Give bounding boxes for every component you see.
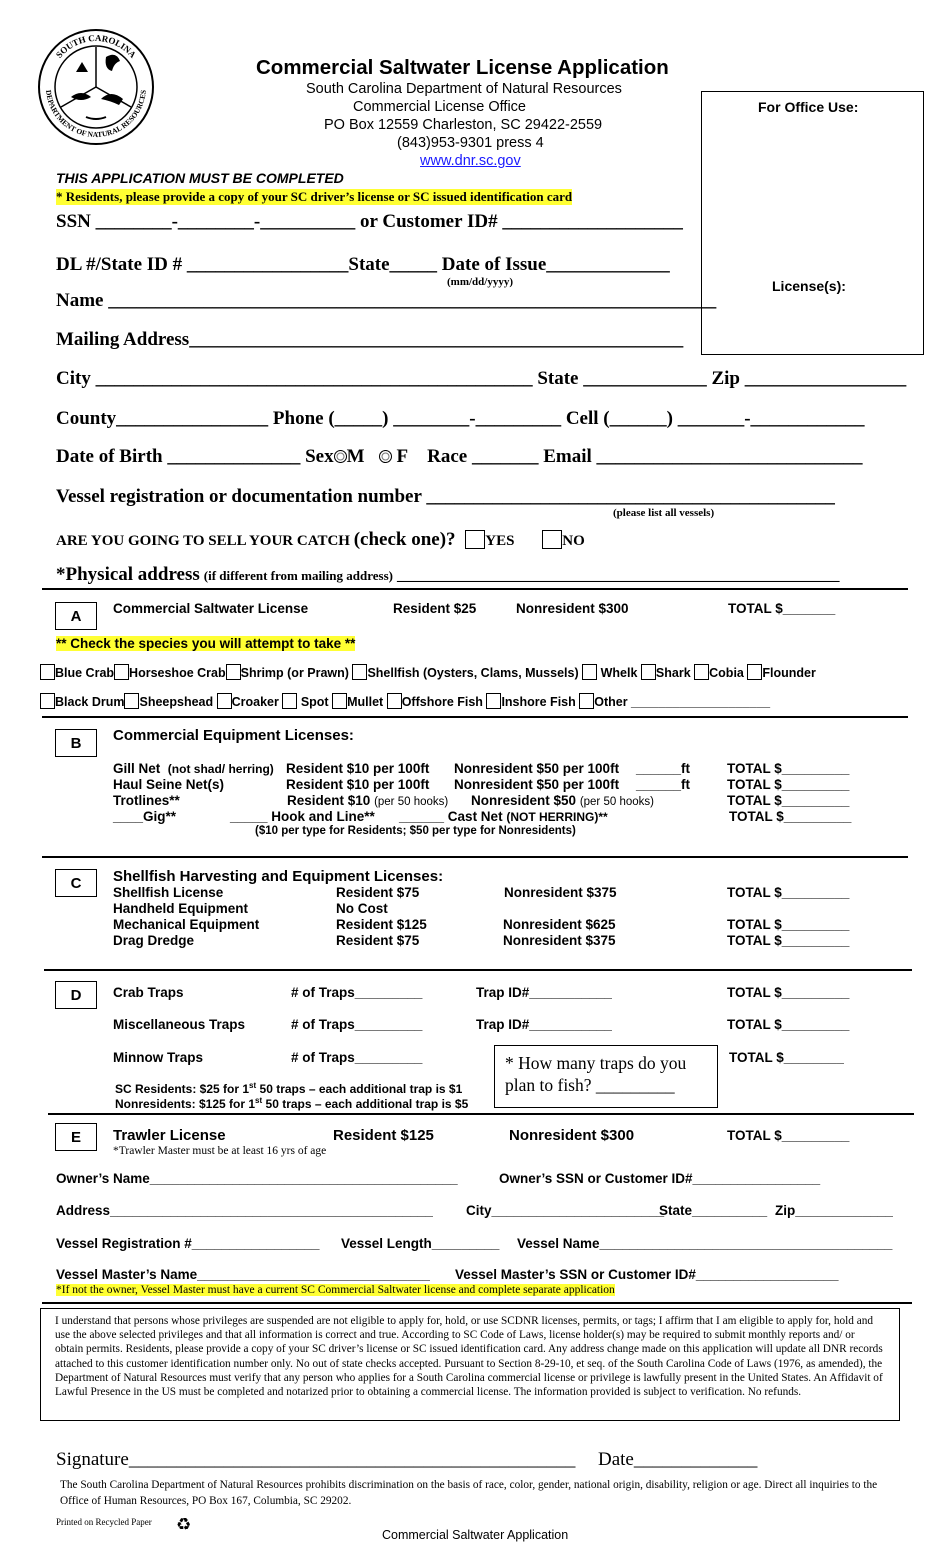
sell-catch-check: (check one)?: [353, 529, 456, 550]
sc-residents-trap-fee: SC Residents: $25 for 1st 50 traps – each additional trap is $1: [115, 1081, 463, 1096]
form-title: Commercial Saltwater License Application: [256, 56, 669, 79]
species-checkbox-inshore-fish[interactable]: [486, 693, 501, 709]
minnow-traps-count[interactable]: # of Traps_________: [291, 1050, 423, 1065]
sell-yes-checkbox[interactable]: [465, 530, 485, 549]
misc-traps-label: Miscellaneous Traps: [113, 1017, 246, 1032]
vessel-master-note: *If not the owner, Vessel Master must have a current SC Commercial Saltwater license and complete separate application: [56, 1284, 615, 1296]
shellfish-license-total[interactable]: TOTAL $_________: [727, 885, 850, 900]
species-label: Mullet: [347, 695, 384, 709]
trotlines-resident-fee: Resident $10 (per 50 hooks): [287, 793, 449, 808]
recycle-icon: ♻: [176, 1515, 192, 1535]
office-use-title: For Office Use:: [758, 99, 859, 115]
section-c-box: C: [55, 869, 97, 897]
divider-b-top: [42, 716, 908, 718]
species-row-1: [40, 664, 816, 680]
section-b-title: Commercial Equipment Licenses:: [113, 727, 354, 744]
recycled-paper-note: Printed on Recycled Paper: [56, 1517, 152, 1527]
trotlines-label: Trotlines**: [113, 793, 180, 808]
section-a-total[interactable]: TOTAL $_______: [728, 601, 836, 616]
how-many-traps-box[interactable]: [494, 1045, 718, 1108]
residents-id-note: * Residents, please provide a copy of your SC driver’s license or SC issued identification card: [56, 189, 573, 204]
sell-catch-row: [56, 529, 585, 551]
crab-traps-count[interactable]: # of Traps_________: [291, 985, 423, 1000]
section-a-title: Commercial Saltwater License: [113, 601, 309, 616]
hook-and-line-field[interactable]: _____ Hook and Line**: [230, 809, 375, 824]
vessel-registration-number-field[interactable]: Vessel Registration #_________________: [56, 1236, 320, 1251]
divider-legal-top: [42, 1302, 912, 1304]
owner-name-field[interactable]: Owner’s Name_________________________________________: [56, 1171, 458, 1186]
legal-statement-box: [40, 1308, 900, 1421]
signature-date-field[interactable]: Date_____________: [598, 1449, 758, 1470]
section-e-box: E: [55, 1123, 97, 1151]
vessel-length-field[interactable]: Vessel Length_________: [341, 1236, 500, 1251]
species-row-2: [40, 693, 770, 709]
sell-no-checkbox[interactable]: [542, 530, 562, 549]
trotlines-nonresident-fee: Nonresident $50 (per 50 hooks): [471, 793, 654, 808]
trawler-city-field[interactable]: City_______________________: [466, 1203, 665, 1218]
species-checkbox-mullet[interactable]: [332, 693, 347, 709]
shellfish-license-resident: Resident $75: [336, 885, 420, 900]
minnow-traps-total[interactable]: TOTAL $________: [729, 1050, 844, 1065]
species-checkbox-sheepshead[interactable]: [124, 693, 139, 709]
per-type-note: ($10 per type for Residents; $50 per type for Nonresidents): [255, 825, 576, 837]
crab-traps-total[interactable]: TOTAL $_________: [727, 985, 850, 1000]
ssn-field[interactable]: SSN ________-________-__________ or Customer ID# ___________________: [56, 211, 683, 232]
trawler-state-field[interactable]: State__________: [659, 1203, 768, 1218]
signature-field[interactable]: Signature_______________________________________________: [56, 1449, 576, 1470]
species-checkbox-horseshoe-crab[interactable]: [114, 664, 129, 680]
section-d-box: D: [55, 981, 97, 1009]
scdnr-seal-logo: [36, 27, 156, 147]
website-link[interactable]: www.dnr.sc.gov: [420, 153, 521, 169]
office-name: Commercial License Office: [353, 99, 526, 115]
species-label: Cobia: [709, 666, 744, 680]
minnow-traps-label: Minnow Traps: [113, 1050, 204, 1065]
gill-net-label: Gill Net (not shad/ herring): [113, 761, 274, 776]
species-label: Flounder: [762, 666, 816, 680]
owner-ssn-field[interactable]: Owner’s SSN or Customer ID#_________________: [499, 1171, 821, 1186]
gig-field[interactable]: ____Gig**: [113, 809, 177, 824]
species-checkbox-other[interactable]: [579, 693, 594, 709]
drag-dredge-nonresident: Nonresident $375: [503, 933, 616, 948]
misc-traps-id[interactable]: Trap ID#___________: [476, 1017, 612, 1032]
species-label: Sheepshead: [139, 695, 214, 709]
nonresidents-trap-fee: Nonresidents: $125 for 1st 50 traps – each additional trap is $5: [115, 1096, 469, 1111]
physical-address-label: *Physical address: [56, 564, 200, 585]
section-a-resident-fee: Resident $25: [393, 601, 477, 616]
trawler-resident-fee: Resident $125: [333, 1127, 434, 1144]
species-label: Horseshoe Crab: [129, 666, 226, 680]
mechanical-equipment-total[interactable]: TOTAL $_________: [727, 917, 850, 932]
gill-net-feet[interactable]: ______ft: [636, 761, 691, 776]
dob-sex-row: [56, 446, 863, 468]
office-address: PO Box 12559 Charleston, SC 29422-2559: [324, 117, 603, 133]
gig-hook-cast-total[interactable]: TOTAL $_________: [729, 809, 852, 824]
handheld-equipment-cost: No Cost: [336, 901, 388, 916]
shellfish-license-label: Shellfish License: [113, 885, 224, 900]
trotlines-total[interactable]: TOTAL $_________: [727, 793, 850, 808]
species-label: Shrimp (or Prawn): [240, 666, 349, 680]
species-label: Black Drum: [55, 695, 125, 709]
must-complete-notice: THIS APPLICATION MUST BE COMPLETED: [56, 170, 344, 186]
section-a-nonresident-fee: Nonresident $300: [516, 601, 629, 616]
misc-traps-total[interactable]: TOTAL $_________: [727, 1017, 850, 1032]
mechanical-equipment-nonresident: Nonresident $625: [503, 917, 616, 932]
sex-m-label: M: [346, 446, 365, 467]
haul-seine-total[interactable]: TOTAL $_________: [727, 777, 850, 792]
species-prompt: ** Check the species you will attempt to take **: [56, 636, 356, 651]
trawler-license-title: Trawler License: [113, 1127, 226, 1144]
vessel-master-ssn-field[interactable]: Vessel Master’s SSN or Customer ID#___________________: [455, 1267, 839, 1282]
gill-net-total[interactable]: TOTAL $_________: [727, 761, 850, 776]
sex-m-radio[interactable]: [334, 450, 347, 463]
cast-net-field[interactable]: ______ Cast Net (NOT HERRING)**: [399, 809, 608, 824]
mechanical-equipment-label: Mechanical Equipment: [113, 917, 260, 932]
species-label: Spot: [300, 695, 329, 709]
species-label: Shellfish (Oysters, Clams, Mussels): [367, 666, 579, 680]
sex-f-label: F: [396, 446, 409, 467]
section-c-title: Shellfish Harvesting and Equipment Licenses:: [113, 868, 444, 885]
drag-dredge-label: Drag Dredge: [113, 933, 195, 948]
sell-yes-label: YES: [485, 533, 515, 549]
section-a-box: A: [55, 602, 97, 630]
misc-traps-count[interactable]: # of Traps_________: [291, 1017, 423, 1032]
vessel-list-note: (please list all vessels): [613, 507, 715, 519]
date-format-hint: (mm/dd/yyyy): [447, 276, 513, 288]
licenses-label: License(s):: [772, 278, 846, 294]
gill-net-nonresident-fee: Nonresident $50 per 100ft: [454, 761, 620, 776]
drag-dredge-resident: Resident $75: [336, 933, 420, 948]
shellfish-license-nonresident: Nonresident $375: [504, 885, 617, 900]
drag-dredge-total[interactable]: TOTAL $_________: [727, 933, 850, 948]
vessel-name-field[interactable]: Vessel Name_______________________________________: [517, 1236, 893, 1251]
divider-c-top: [42, 856, 908, 858]
haul-seine-label: Haul Seine Net(s): [113, 777, 225, 792]
sell-catch-question: ARE YOU GOING TO SELL YOUR CATCH: [56, 533, 350, 549]
nondiscrimination-statement: The South Carolina Department of Natural Resources prohibits discrimination on the basis of race, color, gender, national origin, disability, religion or age. Direct all inquiries to the Office of Human Resources, PO Box 167, Columbia, SC 29202.: [60, 1479, 878, 1507]
trawler-zip-field[interactable]: Zip_____________: [775, 1203, 893, 1218]
species-checkbox-black-drum[interactable]: [40, 693, 55, 709]
species-label: Other ____________________: [594, 695, 771, 709]
physical-address-note: (if different from mailing address): [203, 568, 393, 583]
crab-traps-label: Crab Traps: [113, 985, 184, 1000]
species-label: Blue Crab: [55, 666, 115, 680]
sell-no-label: NO: [562, 533, 585, 549]
handheld-equipment-label: Handheld Equipment: [113, 901, 248, 916]
species-label: Inshore Fish: [501, 695, 576, 709]
vessel-registration-field[interactable]: Vessel registration or documentation number ___________________________________________: [56, 486, 835, 507]
species-checkbox-cobia[interactable]: [694, 664, 709, 680]
dl-state-issue-field[interactable]: DL #/State ID # _________________State_____ Date of Issue_____________: [56, 254, 670, 275]
legal-statement-text: I understand that persons whose privileges are suspended are not eligible to apply for, hold, or use SCDNR licenses, permits, or tags; I affirm that I am eligible to apply for, hold and use the above selected privileges and that all information is correct and true. According to SC Code of Laws, license holder(s) may be required to submit monthly reports and/ or obtain permits. Residents, please provide a copy of your SC driver’s license or SC issued identification card. Any address change made on this application will update all DNR records attached to this customer identification number only. No out of state checks accepted. Pursuant to Section 8-29-10, et seq. of the South Carolina Code of Laws (1976, as amended), the Department of Natural Resources must verify that any person who applies for a South Carolina commercial license or privilege is lawfully present in the United States. An Affidavit of Lawful Presence in the US must be completed and notarized prior to obtaining a commercial license. The information provided is subject to verification. No refunds.: [55, 1315, 883, 1399]
mailing-address-field[interactable]: Mailing Address____________________________________________________: [56, 329, 684, 350]
seal-text-top: SOUTH CAROLINA: [53, 32, 139, 60]
section-b-box: B: [55, 729, 97, 757]
seal-text-bottom: DEPARTMENT OF NATURAL RESOURCES: [44, 89, 148, 140]
haul-seine-feet[interactable]: ______ft: [636, 777, 691, 792]
crab-traps-id[interactable]: Trap ID#___________: [476, 985, 612, 1000]
species-checkbox-flounder[interactable]: [747, 664, 762, 680]
species-label: Shark: [655, 666, 691, 680]
name-field[interactable]: Name ________________________________________________________________: [56, 290, 717, 311]
sex-f-radio[interactable]: [379, 450, 392, 463]
trawler-age-note: *Trawler Master must be at least 16 yrs of age: [113, 1145, 327, 1157]
city-state-zip-field[interactable]: City ______________________________________________ State _____________ Zip _________________: [56, 368, 907, 389]
county-phone-cell-field[interactable]: County________________ Phone (_____) ________-_________ Cell (______) _______-____________: [56, 408, 865, 429]
form-footer-name: Commercial Saltwater Application: [382, 1528, 569, 1542]
species-label: Whelk: [600, 666, 638, 680]
dob-field[interactable]: Date of Birth ______________ Sex: [56, 446, 334, 467]
species-checkbox-blue-crab[interactable]: [40, 664, 55, 680]
divider-d-top: [44, 969, 912, 971]
species-label: Offshore Fish: [401, 695, 483, 709]
trawler-total[interactable]: TOTAL $_________: [727, 1128, 850, 1143]
species-checkbox-shrimp[interactable]: [226, 664, 241, 680]
haul-seine-nonresident-fee: Nonresident $50 per 100ft: [454, 777, 620, 792]
how-many-traps-text: * How many traps do you plan to fish? _________: [505, 1053, 687, 1095]
divider-a-top: [42, 588, 908, 590]
species-checkbox-whelk[interactable]: [582, 664, 597, 680]
species-checkbox-spot[interactable]: [282, 693, 297, 709]
mechanical-equipment-resident: Resident $125: [336, 917, 427, 932]
vessel-master-name-field[interactable]: Vessel Master’s Name_______________________________: [56, 1267, 430, 1282]
office-use-box: [701, 91, 924, 355]
species-label: Croaker: [231, 695, 279, 709]
agency-name: South Carolina Department of Natural Resources: [306, 81, 622, 97]
divider-e-top: [48, 1113, 914, 1115]
trawler-nonresident-fee: Nonresident $300: [509, 1127, 635, 1144]
species-checkbox-croaker[interactable]: [217, 693, 232, 709]
trawler-address-field[interactable]: Address___________________________________________: [56, 1203, 433, 1218]
office-phone: (843)953-9301 press 4: [397, 135, 544, 151]
species-checkbox-shellfish[interactable]: [352, 664, 367, 680]
gill-net-resident-fee: Resident $10 per 100ft: [286, 761, 430, 776]
haul-seine-resident-fee: Resident $10 per 100ft: [286, 777, 430, 792]
species-checkbox-offshore-fish[interactable]: [387, 693, 402, 709]
physical-address-row[interactable]: [56, 564, 839, 586]
physical-address-blank: ___________________________________________________________: [396, 568, 840, 584]
species-checkbox-shark[interactable]: [641, 664, 656, 680]
race-email-field[interactable]: Race _______ Email ____________________________: [427, 446, 863, 467]
